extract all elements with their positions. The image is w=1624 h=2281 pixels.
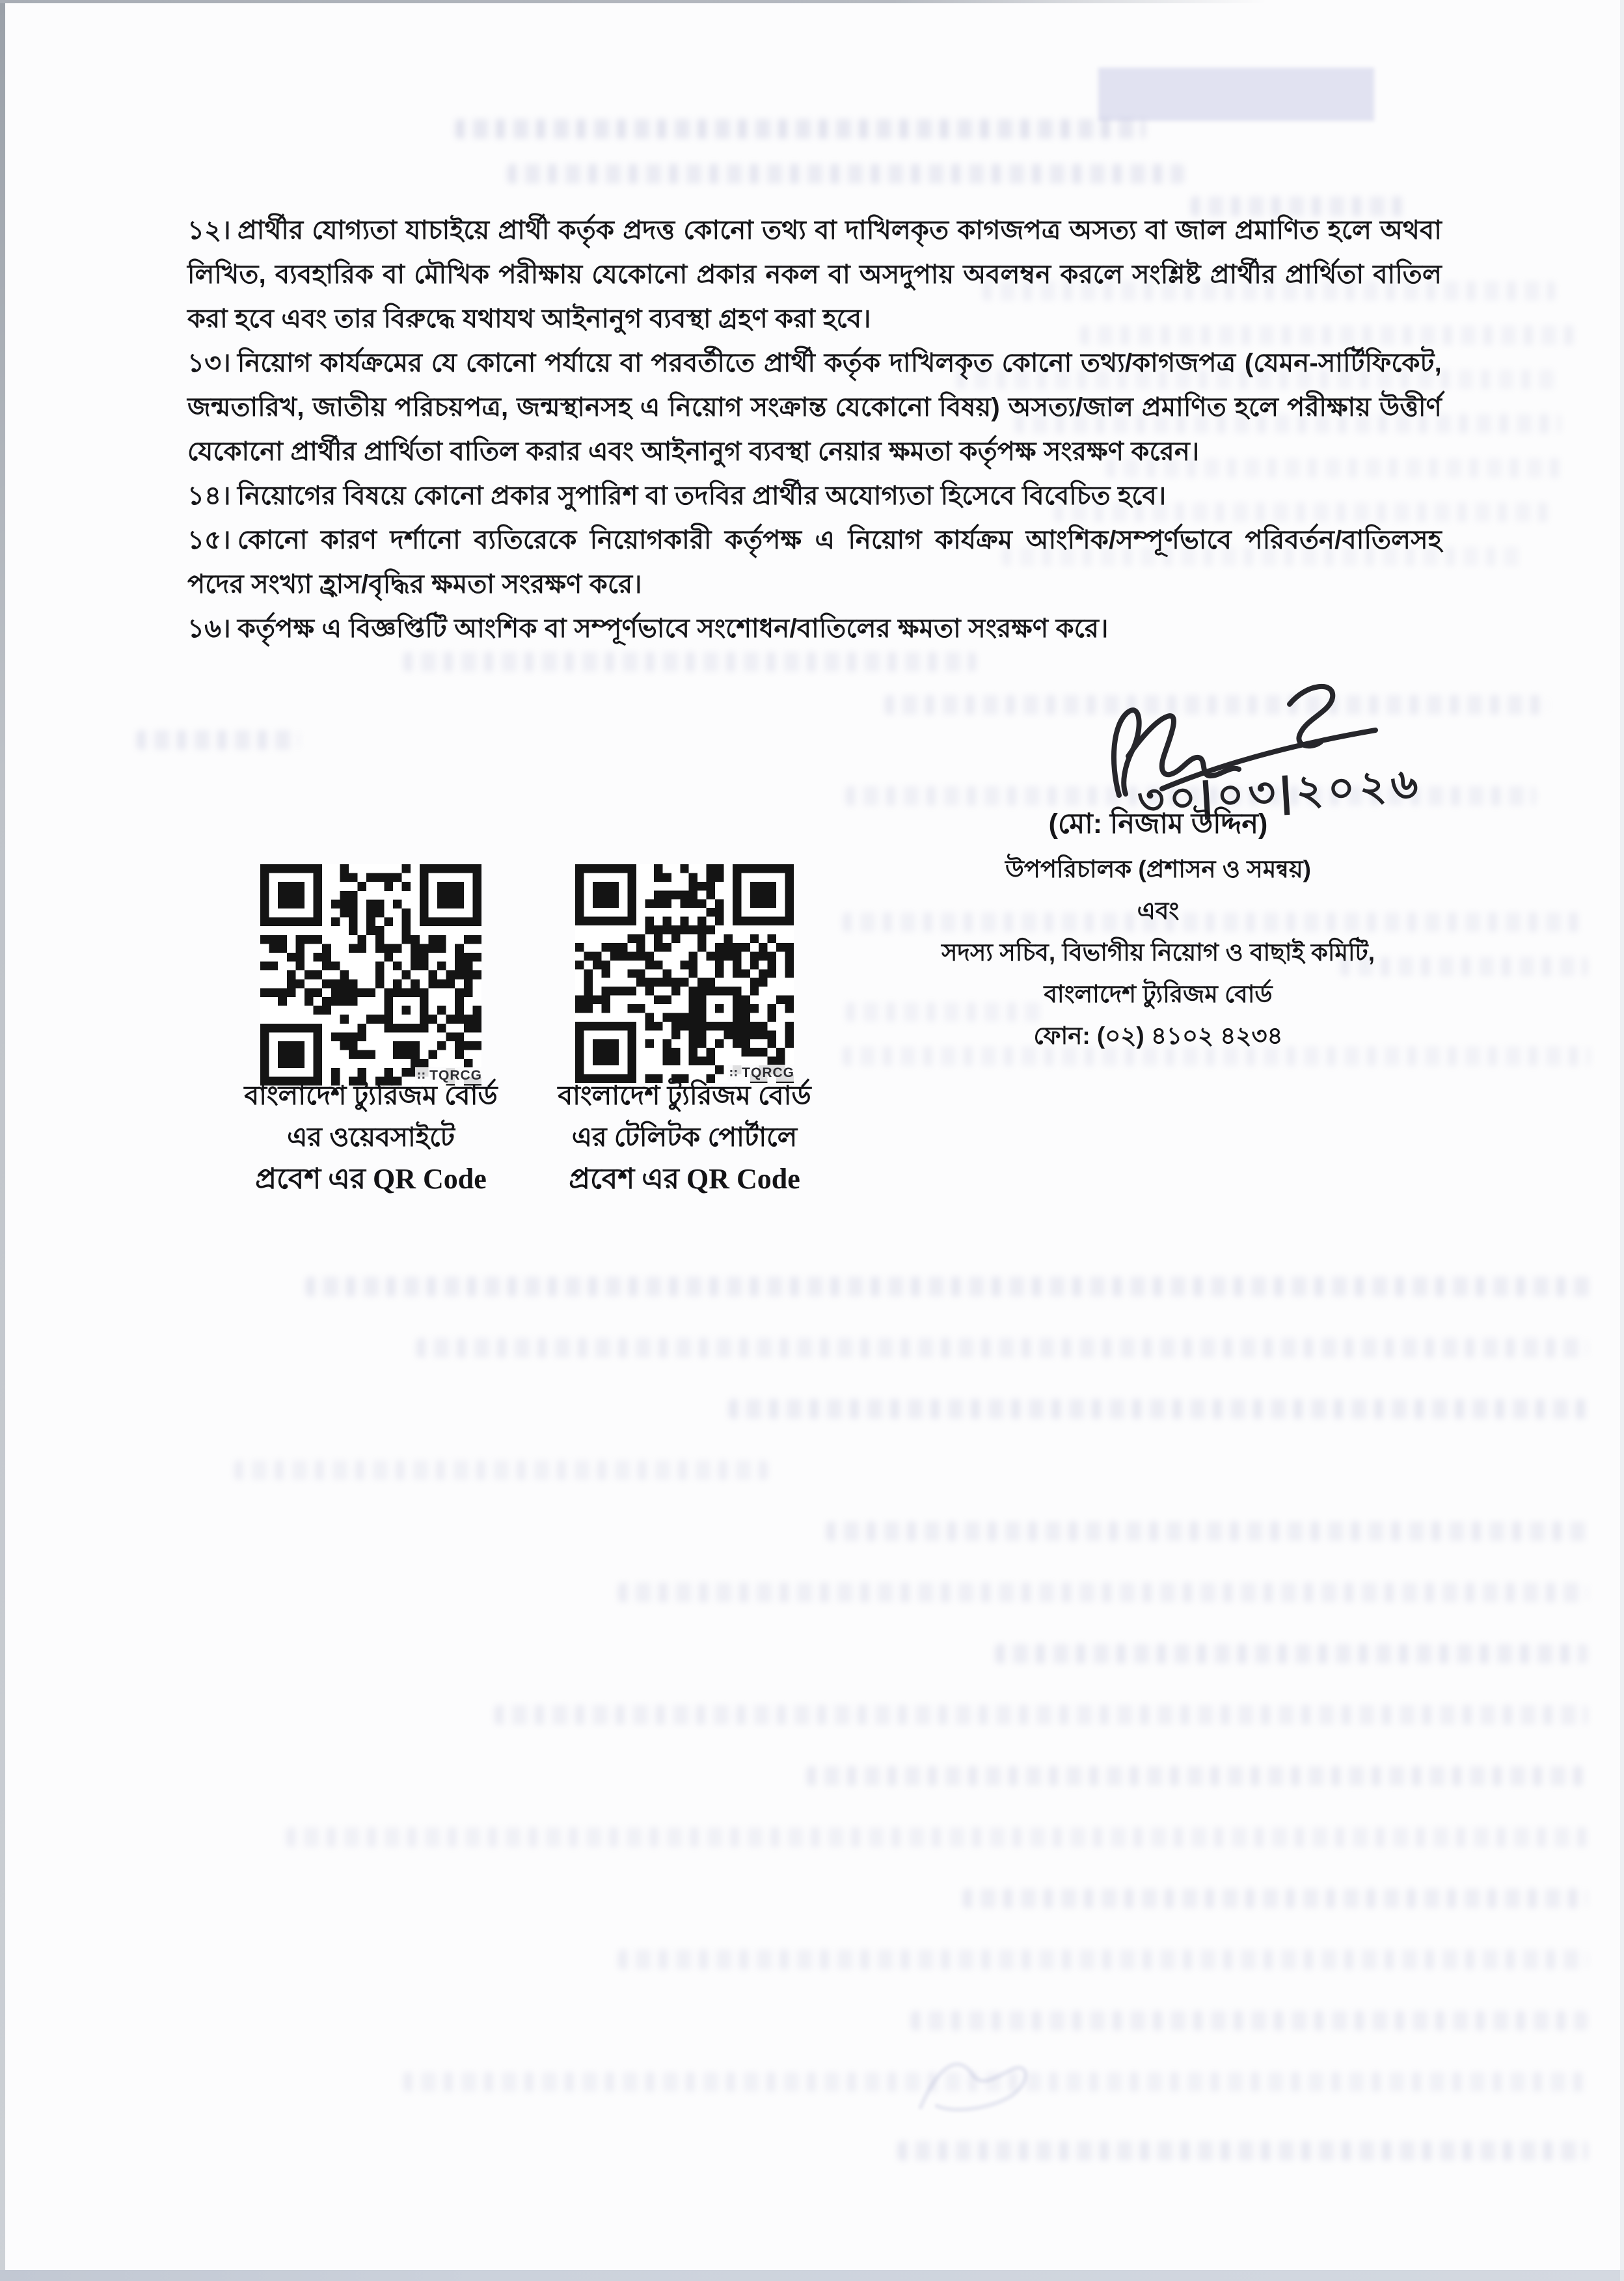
- bleed-through-scribble: [901, 2036, 1044, 2127]
- bleed-through-line: [286, 1827, 1588, 1847]
- terms-list: [187, 208, 1442, 651]
- scan-edge-top: [0, 0, 1624, 3]
- term-item-15: [187, 518, 1442, 607]
- tqrcg-label: TQRCG: [742, 1065, 794, 1080]
- bleed-through-line: [618, 1950, 1588, 1969]
- term-item-12: [187, 208, 1442, 341]
- scan-edge-left: [0, 0, 5, 2281]
- term-text: নিয়োগের বিষয়ে কোনো প্রকার সুপারিশ বা তদবির প্রার্থীর অযোগ্যতা হিসেবে বিবেচিত হবে।: [237, 482, 1167, 510]
- signatory-title: উপপরিচালক (প্রশাসন ও সমন্বয়): [1005, 856, 1312, 882]
- scan-edge-right: [1620, 0, 1624, 2281]
- qr-code-teletalk-portal: [575, 864, 794, 1083]
- qr-code-website-pattern: [260, 864, 481, 1086]
- handwritten-date: ৩০|০৩|২০২৬: [1135, 759, 1424, 824]
- term-number: ১৫।: [187, 526, 231, 554]
- term-number: ১৪।: [187, 482, 231, 510]
- term-text: কর্তৃপক্ষ এ বিজ্ঞপ্তিটি আংশিক বা সম্পূর্ণভাবে সংশোধন/বাতিলের ক্ষমতা সংরক্ষণ করে।: [237, 614, 1109, 643]
- bleed-through-line: [963, 1889, 1588, 1908]
- qr-caption-line: বাংলাদেশ ট্যুরিজম বোর্ড: [244, 1080, 498, 1110]
- bleed-through-line: [137, 730, 299, 750]
- bleed-through-line: [416, 1338, 1588, 1358]
- bleed-through-line: [618, 1583, 1588, 1602]
- signatory-name: (মো: নিজাম উদ্দিন): [1048, 808, 1268, 840]
- bleed-through-line: [898, 2141, 1588, 2161]
- qr-caption-line: এর টেলিটক পোর্টালে: [571, 1122, 798, 1152]
- qr-caption-line: প্রবেশ এর QR Code: [569, 1163, 800, 1195]
- bleed-through-line: [234, 1460, 768, 1480]
- qr-code-website: [260, 864, 481, 1086]
- term-number: ১২।: [187, 216, 231, 245]
- tqrcg-label: TQRCG: [429, 1068, 482, 1083]
- signatory-block: [930, 806, 1386, 1057]
- signatory-role: সদস্য সচিব, বিভাগীয় নিয়োগ ও বাছাই কমিটি,: [941, 939, 1375, 966]
- qr-caption-line: বাংলাদেশ ট্যুরিজম বোর্ড: [558, 1080, 811, 1110]
- term-item-16: [187, 607, 1442, 651]
- term-item-13: [187, 341, 1442, 474]
- term-text: প্রার্থীর যোগ্যতা যাচাইয়ে প্রার্থী কর্তৃক প্রদত্ত কোনো তথ্য বা দাখিলকৃত কাগজপত্র অসত্য বা জাল প্রমাণিত হলে অথবা লিখিত, ব্যবহারিক বা মৌখিক পরীক্ষায় যেকোনো প্রকার নকল বা অসদুপায় অবলম্বন করলে সংশ্লিষ্ট প্রার্থীর প্রার্থিতা বাতিল করা হবে এবং তার বিরুদ্ধে যথাযথ আইনানুগ ব্যবস্থা গ্রহণ করা হবে।: [187, 216, 1442, 333]
- bleed-through-line: [508, 164, 1184, 184]
- scan-edge-bottom: [0, 2270, 1624, 2281]
- bleed-through-line: [995, 1644, 1588, 1663]
- bleed-through-highlight: [1098, 68, 1374, 121]
- qr-caption-line: প্রবেশ এর QR Code: [255, 1163, 487, 1195]
- signatory-conjunction: এবং: [1137, 897, 1180, 924]
- bleed-through-line: [306, 1277, 1591, 1296]
- bleed-through-line: [911, 2011, 1588, 2030]
- bleed-through-line: [729, 1399, 1588, 1419]
- qr-caption-website: [208, 1074, 534, 1201]
- signatory-organization: বাংলাদেশ ট্যুরিজম বোর্ড: [1044, 981, 1273, 1007]
- qr-caption-teletalk: [522, 1074, 847, 1201]
- term-number: ১৩।: [187, 349, 231, 377]
- signatory-phone: ফোন: (০২) ৪১০২ ৪২৩৪: [1033, 1022, 1283, 1049]
- qr-caption-line: এর ওয়েবসাইটে: [287, 1122, 455, 1152]
- bleed-through-line: [403, 652, 976, 672]
- term-number: ১৬।: [187, 614, 231, 643]
- term-item-14: [187, 474, 1442, 518]
- bleed-through-line: [455, 119, 1145, 139]
- term-text: কোনো কারণ দর্শানো ব্যতিরেকে নিয়োগকারী কর্তৃপক্ষ এ নিয়োগ কার্যক্রম আংশিক/সম্পূর্ণভাবে পরিবর্তন/বাতিলসহ পদের সংখ্যা হ্রাস/বৃদ্ধির ক্ষমতা সংরক্ষণ করে।: [187, 526, 1442, 599]
- qr-code-teletalk-pattern: [575, 864, 794, 1083]
- bleed-through-line: [826, 1522, 1588, 1541]
- term-text: নিয়োগ কার্যক্রমের যে কোনো পর্যায়ে বা পরবর্তীতে প্রার্থী কর্তৃক দাখিলকৃত কোনো তথ্য/কাগজপত্র (যেমন-সার্টিফিকেট, জন্মতারিখ, জাতীয় পরিচয়পত্র, জন্মস্থানসহ এ নিয়োগ সংক্রান্ত যেকোনো বিষয়) অসত্য/জাল প্রমাণিত হলে পরীক্ষায় উত্তীর্ণ যেকোনো প্রার্থীর প্রার্থিতা বাতিল করার এবং আইনানুগ ব্যবস্থা নেয়ার ক্ষমতা কর্তৃপক্ষ সংরক্ষণ করেন।: [187, 349, 1442, 466]
- tqrcg-logo-icon: ∷: [729, 1067, 738, 1080]
- bleed-through-line: [494, 1705, 1588, 1725]
- bleed-through-line: [807, 1766, 1588, 1786]
- tqrcg-logo-icon: ∷: [417, 1070, 426, 1082]
